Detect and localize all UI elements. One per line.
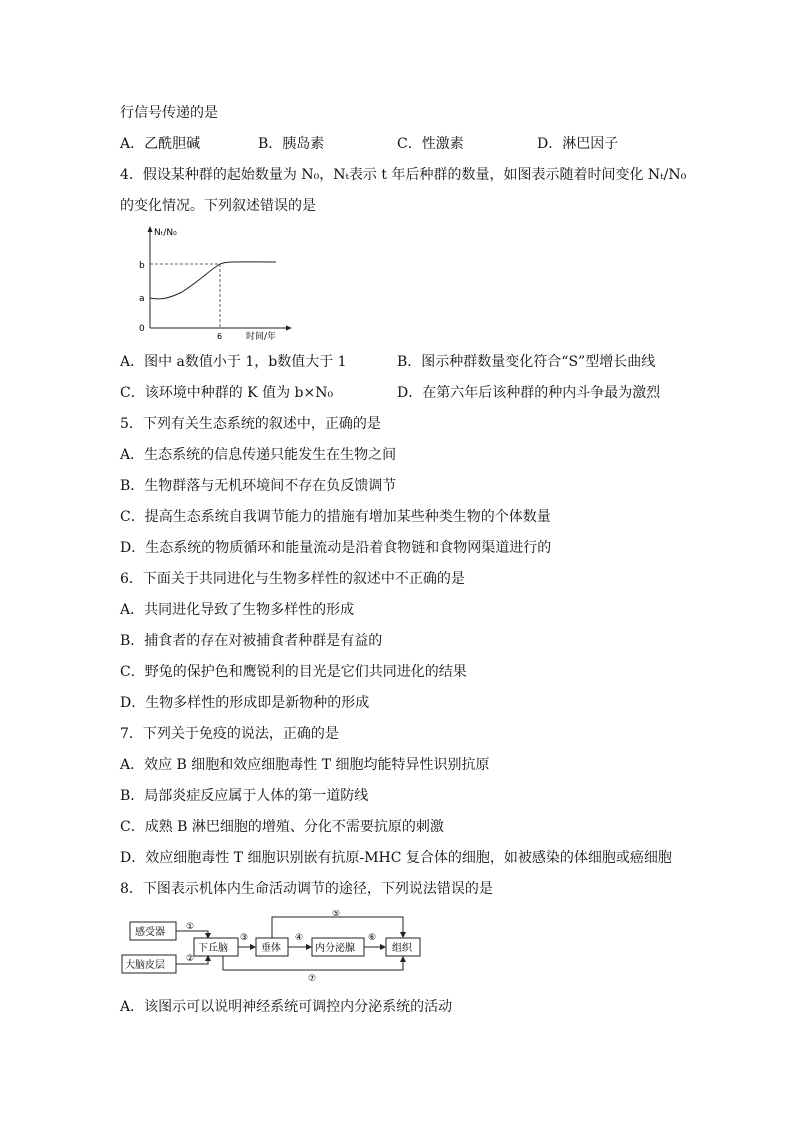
q4-option-a: A．图中 a数值小于 1，b数值大于 1 — [120, 354, 347, 370]
arrow-7 — [223, 956, 403, 970]
q5-stem: 5．下列有关生态系统的叙述中，正确的是 — [120, 416, 381, 432]
label-5: ⑤ — [332, 910, 341, 919]
q6-stem: 6．下面关于共同进化与生物多样性的叙述中不正确的是 — [120, 571, 465, 587]
graph-xlabel: 时间/年 — [246, 332, 277, 342]
cortex-label: 大脑皮层 — [125, 960, 165, 971]
q7-stem: 7．下列关于免疫的说法，正确的是 — [120, 726, 339, 742]
graph-b-label: b — [139, 261, 145, 271]
q3-stem-tail: 行信号传递的是 — [120, 105, 218, 121]
q8-diagram-svg — [118, 910, 458, 984]
q7-option-a: A．效应 B 细胞和效应细胞毒性 T 细胞均能特异性识别抗原 — [120, 757, 490, 773]
y-axis-arrow-icon — [148, 226, 153, 232]
q5-option-a: A．生态系统的信息传递只能发生在生物之间 — [120, 447, 397, 463]
q4-option-b: B．图示种群数量变化符合“S”型增长曲线 — [397, 354, 656, 370]
graph-ylabel: Nₜ/N₀ — [154, 228, 177, 238]
q6-option-b: B．捕食者的存在对被捕食者种群是有益的 — [120, 633, 383, 649]
q4-graph-svg — [138, 224, 298, 344]
arrow-1 — [176, 931, 208, 938]
graph-a-label: a — [139, 294, 145, 304]
label-7: ⑦ — [308, 974, 317, 984]
q3-option-c: C．性激素 — [397, 136, 464, 152]
q3-option-a: A．乙酰胆碱 — [120, 136, 201, 152]
q3-option-b: B．胰岛素 — [258, 136, 325, 152]
q4-graph — [138, 224, 298, 344]
q5-option-c: C．提高生态系统自我调节能力的措施有增加某些种类生物的个体数量 — [120, 509, 551, 525]
receptor-label: 感受器 — [135, 927, 165, 938]
q5-option-b: B．生物群落与无机环境间不存在负反馈调节 — [120, 478, 397, 494]
label-2: ② — [186, 954, 195, 964]
tissue-label: 组织 — [392, 943, 412, 954]
graph-origin-label: 0 — [139, 324, 145, 334]
q5-option-d: D．生态系统的物质循环和能量流动是沿着食物链和食物网渠道进行的 — [120, 540, 552, 556]
q8-stem: 8．下图表示机体内生命活动调节的途径，下列说法错误的是 — [120, 881, 493, 897]
endocrine-label: 内分泌腺 — [315, 943, 355, 954]
label-3: ③ — [240, 933, 249, 943]
label-1: ① — [186, 922, 195, 932]
label-4: ④ — [295, 933, 304, 943]
q7-option-b: B．局部炎症反应属于人体的第一道防线 — [120, 788, 369, 804]
label-6: ⑥ — [368, 933, 377, 943]
graph-x-tick: 6 — [217, 332, 223, 341]
q6-option-a: A．共同进化导致了生物多样性的形成 — [120, 602, 355, 618]
q7-option-d: D．效应细胞毒性 T 细胞识别嵌有抗原-MHC 复合体的细胞，如被感染的体细胞或癌细胞 — [120, 850, 672, 866]
q4-option-c: C．该环境中种群的 K 值为 b×N₀ — [120, 385, 334, 401]
q4-stem-line2: 的变化情况。下列叙述错误的是 — [120, 198, 316, 214]
q4-stem-line1: 4．假设某种群的起始数量为 N₀，Nₜ表示 t 年后种群的数量，如图表示随着时间变化 Nₜ/N₀ — [120, 167, 687, 183]
population-curve — [150, 262, 276, 299]
q3-option-d: D．淋巴因子 — [537, 136, 619, 152]
q7-option-c: C．成熟 B 淋巴细胞的增殖、分化不需要抗原的刺激 — [120, 819, 444, 835]
arrow-5 — [272, 917, 403, 938]
q8-option-a: A．该图示可以说明神经系统可调控内分泌系统的活动 — [120, 999, 453, 1015]
hypothalamus-label: 下丘脑 — [198, 943, 228, 954]
pituitary-label: 垂体 — [261, 943, 281, 954]
x-axis-arrow-icon — [286, 326, 292, 331]
q6-option-c: C．野兔的保护色和鹰锐利的目光是它们共同进化的结果 — [120, 664, 467, 680]
q4-option-d: D．在第六年后该种群的种内斗争最为激烈 — [397, 385, 661, 401]
q8-diagram — [118, 910, 458, 984]
q6-option-d: D．生物多样性的形成即是新物种的形成 — [120, 695, 370, 711]
